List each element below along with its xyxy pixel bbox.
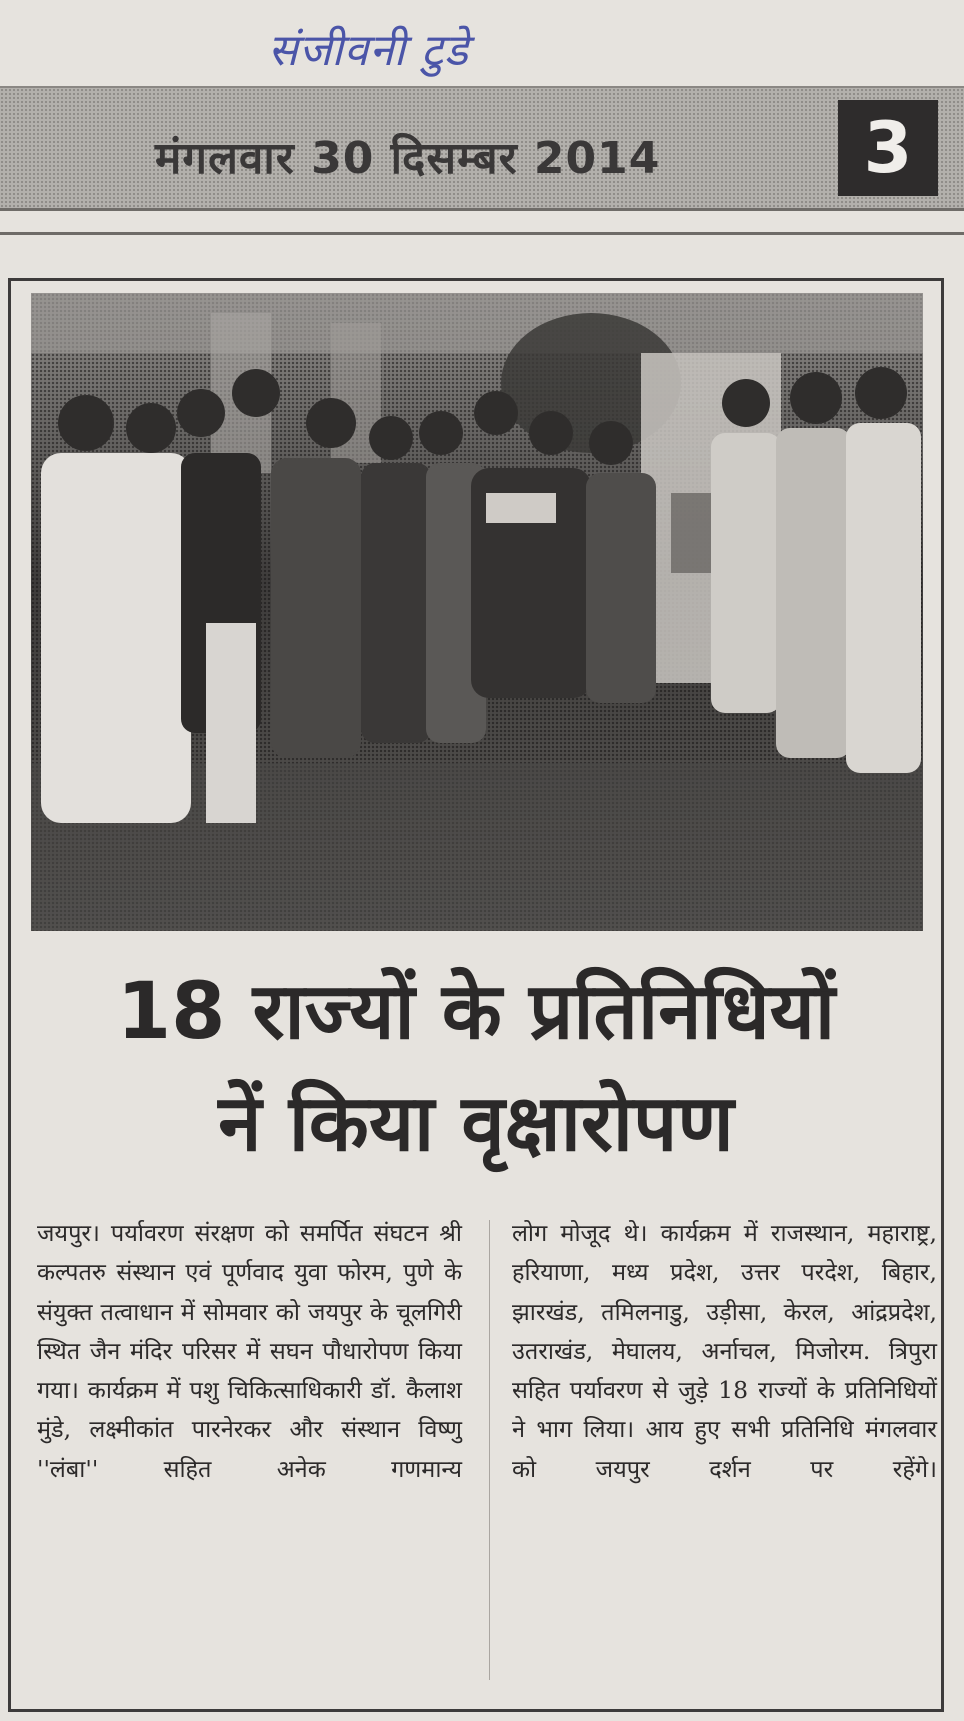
- issue-date: मंगलवार 30 दिसम्बर 2014: [155, 133, 661, 184]
- header-rule: [0, 232, 964, 235]
- article-column-left: जयपुर। पर्यावरण संरक्षण को समर्पित संघटन श्री कल्पतरु संस्थान एवं पूर्णवाद युवा फोरम, पुणे के संयुक्त तत्वाधान में सोमवार को जयपुर के चूलगिरी स्थित जैन मंदिर परिसर में सघन पौधारोपण किया गया। कार्यक्रम में पशु चिकित्साधिकारी डॉ. कैलाश मुंडे, लक्ष्मीकांत पारनेरकर और संस्थान विष्णु ''लंबा'' सहित अनेक गणमान्य: [37, 1219, 462, 1483]
- handwritten-source-note: संजीवनी टुडे: [268, 25, 469, 76]
- article-body: [37, 1214, 937, 1694]
- column-divider: [489, 1220, 490, 1680]
- photo-group-illustration: [31, 293, 923, 931]
- headline: [11, 956, 941, 1180]
- news-photo: [31, 293, 923, 931]
- date-band: [0, 86, 964, 211]
- article-frame: [8, 278, 944, 1712]
- headline-line-1: 18 राज्यों के प्रतिनिधियों: [116, 967, 836, 1057]
- article-column-right: लोग मोजूद थे। कार्यक्रम में राजस्थान, महाराष्ट्र, हरियाणा, मध्य प्रदेश, उत्तर परदेश, बिहार, झारखंड, तमिलनाडु, उड़ीसा, केरल, आंद्रप्रदेश, उतराखंड, मेघालय, अर्नाचल, मिजोरम. त्रिपुरा सहित पर्यावरण से जुड़े 18 राज्यों के प्रतिनिधियों ने भाग लिया। आय हुए सभी प्रतिनिधि मंगलवार को जयपुर दर्शन पर रहेंगे।: [512, 1219, 937, 1483]
- page-number-box: 3: [838, 100, 938, 196]
- headline-line-2: नें किया वृक्षारोपण: [218, 1079, 734, 1169]
